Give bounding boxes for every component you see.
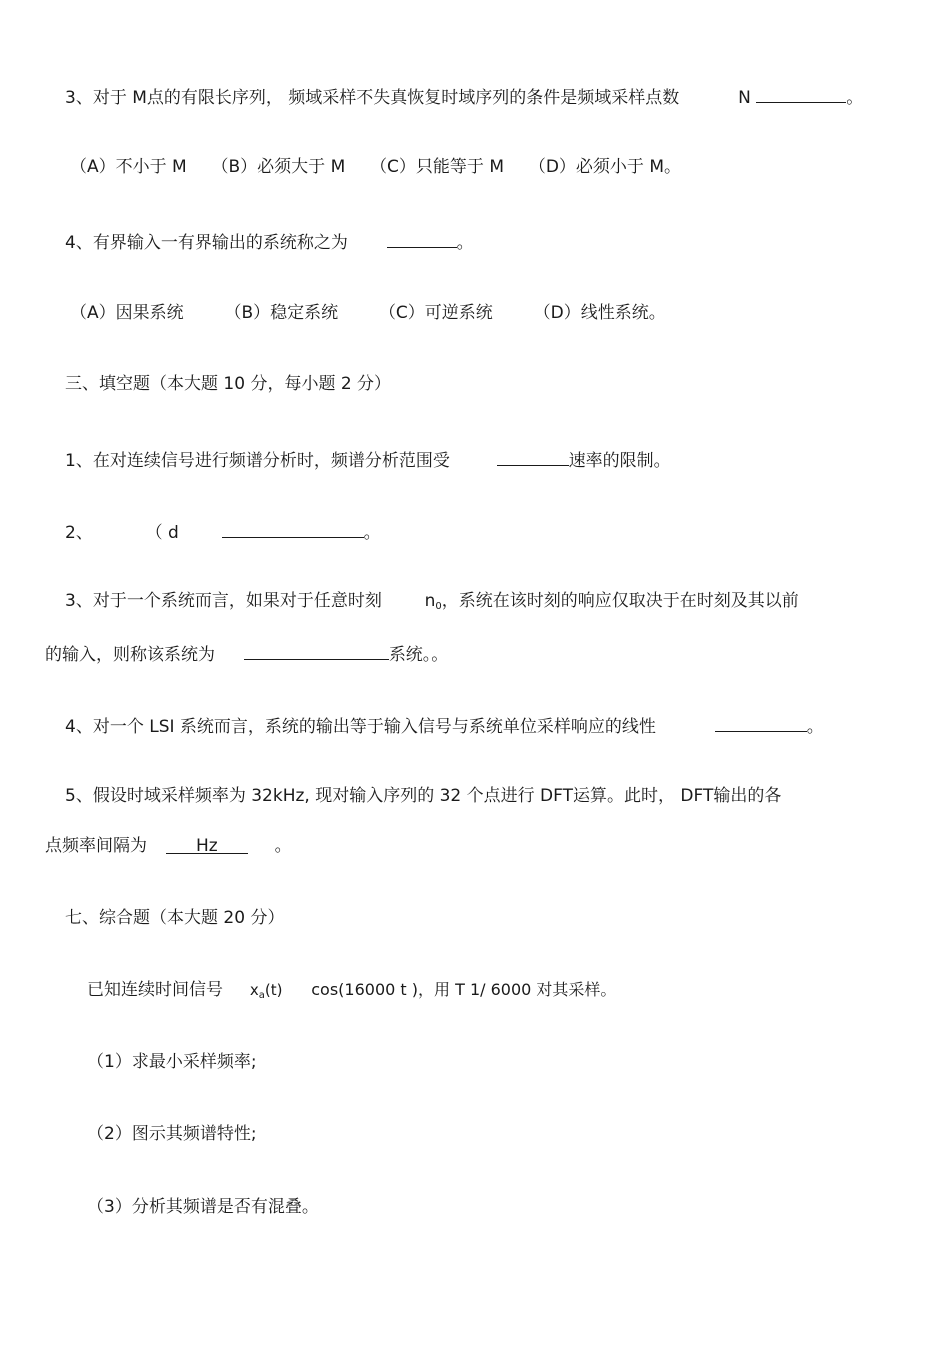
problem-7-item-2: （2）图示其频谱特性; (87, 1124, 257, 1144)
problem-7-text: 已知连续时间信号 (87, 980, 223, 1000)
fill-1-blank (497, 447, 569, 466)
fill-3-blank (244, 641, 389, 660)
question-3-blank (756, 84, 846, 103)
question-3-text: 3、对于 M点的有限长序列， 频域采样不失真恢复时域序列的条件是频域采样点数 (65, 88, 680, 108)
problem-7-item-3: （3）分析其频谱是否有混叠。 (87, 1197, 319, 1217)
question-4-option-c: （C）可逆系统 (378, 303, 493, 323)
fill-4-blank (715, 713, 807, 732)
section-7-title: 七、综合题（本大题 20 分） (65, 908, 285, 928)
fill-5-answer: Hz (166, 835, 248, 854)
fill-3-rest: ，系统在该时刻的响应仅取决于在时刻及其以前 (441, 591, 799, 611)
fill-4-line (65, 713, 824, 738)
fill-5-end: 。 (274, 836, 292, 856)
fill-3-line-2 (45, 641, 448, 666)
fill-5-text: 5、假设时域采样频率为 32kHz, 现对输入序列的 32 个点进行 DFT运算。此时， DFT输出的各 (65, 786, 782, 806)
question-3-options (70, 156, 681, 178)
fill-5-line2-text: 点频率间隔为 (45, 836, 147, 856)
question-4-blank (387, 229, 457, 248)
fill-2-end: 。 (363, 523, 381, 543)
fill-3-text: 3、对于一个系统而言，如果对于任意时刻 (65, 591, 382, 611)
question-3-line (65, 84, 863, 109)
question-4-options (70, 302, 666, 324)
question-3-end: 。 (846, 88, 864, 108)
fill-2-paren: （ d (145, 523, 179, 543)
fill-3-line2-text: 的输入，则称该系统为 (45, 645, 215, 665)
problem-7-item-1: （1）求最小采样频率; (87, 1052, 257, 1072)
question-4-end: 。 (456, 233, 474, 253)
fill-2-line (65, 519, 381, 544)
fill-4-end: 。 (806, 717, 824, 737)
fill-2-blank (222, 519, 364, 538)
question-3-var: N (738, 88, 751, 108)
fill-4-text: 4、对一个 LSI 系统而言，系统的输出等于输入信号与系统单位采样响应的线性 (65, 717, 656, 737)
question-3-option-d: （D）必须小于 M。 (528, 157, 681, 177)
question-4-option-b: （B）稳定系统 (224, 303, 339, 323)
question-3-option-c: （C）只能等于 M (370, 157, 505, 177)
question-4-text: 4、有界输入一有界输出的系统称之为 (65, 233, 348, 253)
question-4-option-a: （A）因果系统 (70, 303, 184, 323)
fill-3-line (65, 590, 799, 618)
fill-1-line (65, 447, 671, 472)
section-3-title: 三、填空题（本大题 10 分，每小题 2 分） (65, 374, 392, 394)
problem-7-statement (87, 979, 616, 1007)
question-4-line (65, 229, 474, 254)
fill-5-line (65, 785, 781, 807)
fill-1-end: 速率的限制。 (568, 451, 671, 471)
question-4-option-d: （D）线性系统。 (533, 303, 666, 323)
fill-2-num: 2、 (65, 523, 93, 543)
fill-5-line-2 (45, 835, 292, 857)
question-3-option-a: （A）不小于 M (70, 157, 187, 177)
signal-expression: $x_a(t)$ (249, 981, 283, 1001)
cos-expression: cos(16000 t )，用 T 1/ 6000 对其采样。 (311, 980, 617, 999)
fill-3-end: 系统。。 (388, 645, 449, 665)
fill-1-text: 1、在对连续信号进行频谱分析时，频谱分析范围受 (65, 451, 450, 471)
fill-3-var: $n_0$ (424, 591, 442, 612)
question-3-option-b: （B）必须大于 M (211, 157, 346, 177)
